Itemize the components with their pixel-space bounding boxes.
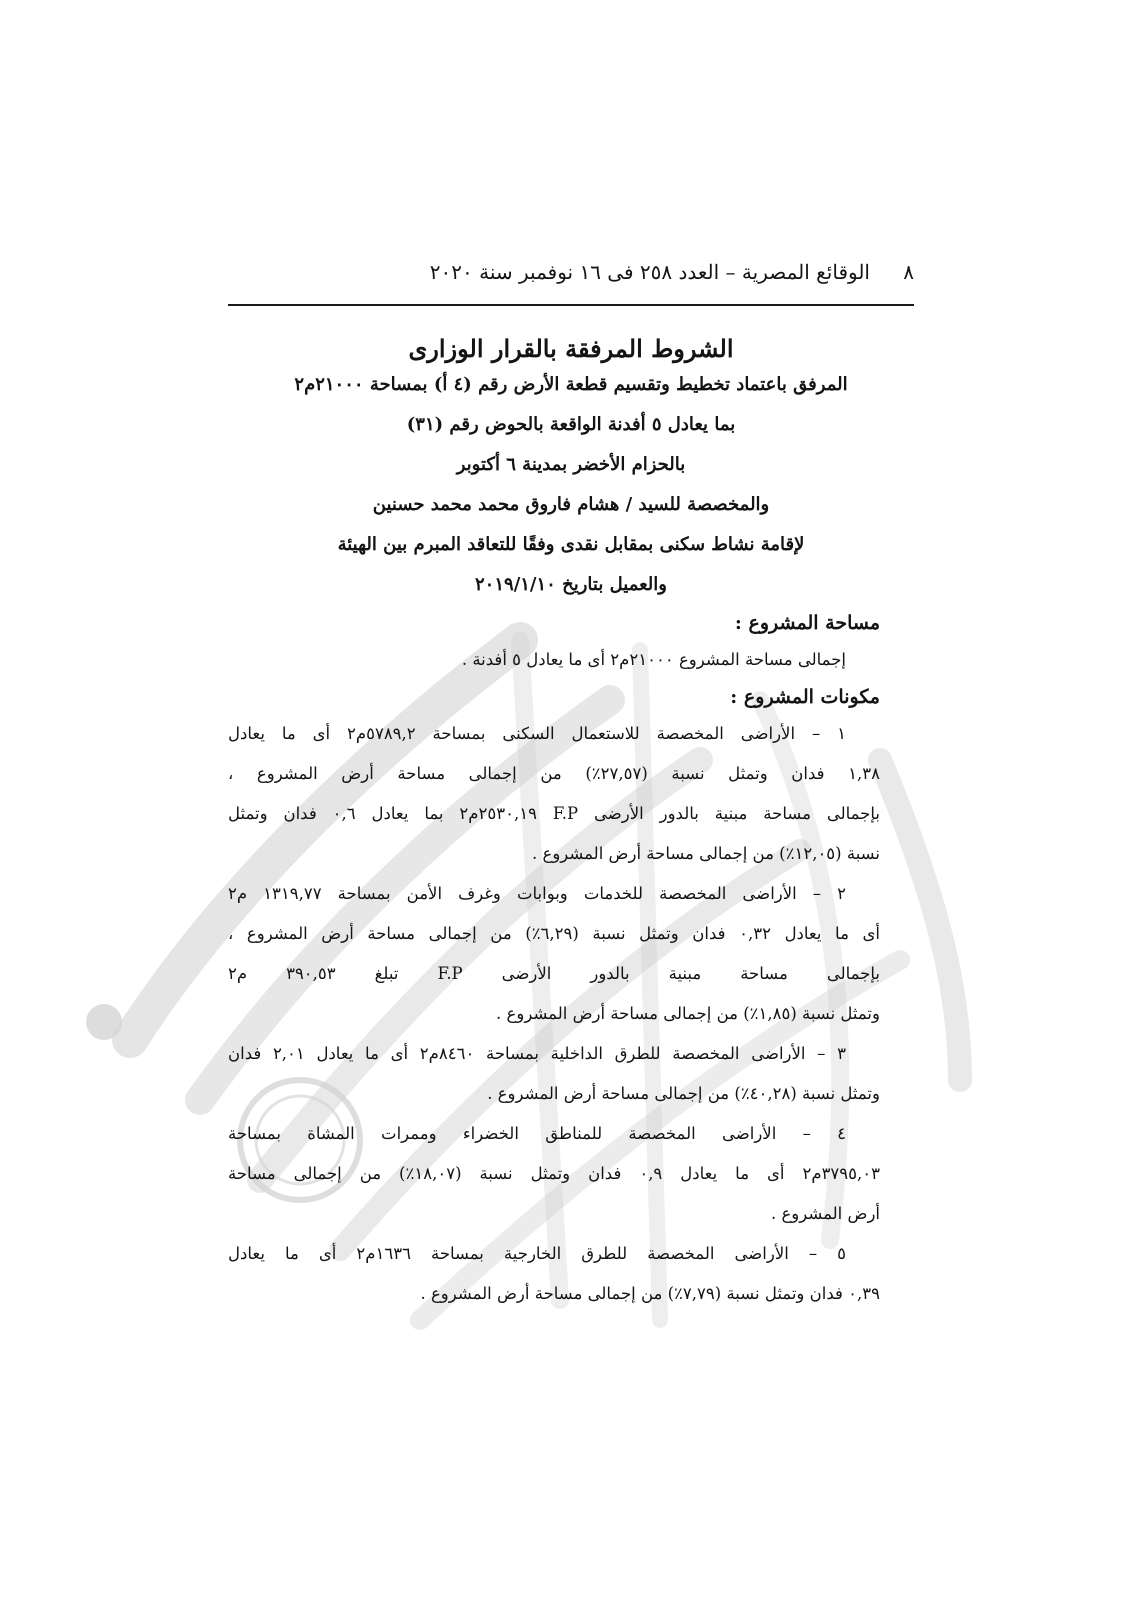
subtitle-line-1: المرفق باعتماد تخطيط وتقسيم قطعة الأرض رقم (٤ أ) بمساحة ٢١٠٠٠م٢ bbox=[294, 374, 848, 395]
component-line: وتمثل نسبة (٤٠,٢٨٪) من إجمالى مساحة أرض المشروع . bbox=[487, 1084, 880, 1103]
component-line: ٣ – الأراضى المخصصة للطرق الداخلية بمساحة ٨٤٦٠م٢ أى ما يعادل ٢,٠١ فدان bbox=[228, 1044, 846, 1063]
components-heading: مكونات المشروع : bbox=[730, 686, 880, 708]
component-line: نسبة (١٢,٠٥٪) من إجمالى مساحة أرض المشروع . bbox=[532, 844, 880, 863]
component-line: ٢ – الأراضى المخصصة للخدمات وبوابات وغرف الأمن بمساحة ١٣١٩,٧٧ م٢ bbox=[228, 884, 846, 903]
subtitle-line-4: والمخصصة للسيد / هشام فاروق محمد محمد حسنين bbox=[372, 494, 770, 515]
component-line: وتمثل نسبة (١,٨٥٪) من إجمالى مساحة أرض المشروع . bbox=[496, 1004, 880, 1023]
page-number: ٨ bbox=[903, 260, 914, 284]
component-line: أى ما يعادل ٠,٣٢ فدان وتمثل نسبة (٦,٢٩٪) من إجمالى مساحة أرض المشروع ، bbox=[228, 924, 881, 943]
component-line: أرض المشروع . bbox=[770, 1204, 880, 1223]
component-line: ٣٧٩٥,٠٣م٢ أى ما يعادل ٠,٩ فدان وتمثل نسبة (١٨,٠٧٪) من إجمالى مساحة bbox=[228, 1164, 880, 1183]
project-area-heading: مساحة المشروع : bbox=[734, 612, 880, 634]
document-title: الشروط المرفقة بالقرار الوزارى bbox=[408, 334, 734, 363]
subtitle-line-5: لإقامة نشاط سكنى بمقابل نقدى وفقًا للتعاقد المبرم بين الهيئة bbox=[337, 534, 805, 555]
component-line: بإجمالى مساحة مبنية بالدور الأرضى F.P ٢٥٣٠,١٩م٢ بما يعادل ٠,٦ فدان وتمثل bbox=[228, 804, 880, 823]
gazette-title: الوقائع المصرية – العدد ٢٥٨ فى ١٦ نوفمبر سنة ٢٠٢٠ bbox=[429, 260, 870, 284]
component-line: ٠,٣٩ فدان وتمثل نسبة (٧,٧٩٪) من إجمالى مساحة أرض المشروع . bbox=[420, 1284, 880, 1303]
subtitle-line-2: بما يعادل ٥ أفدنة الواقعة بالحوض رقم (٣١) bbox=[406, 414, 736, 435]
component-line: ٤ – الأراضى المخصصة للمناطق الخضراء وممرات المشاة بمساحة bbox=[228, 1124, 846, 1143]
subtitle-line-6: والعميل بتاريخ ٢٠١٩/١/١٠ bbox=[475, 574, 667, 595]
page-header bbox=[228, 258, 914, 294]
project-area-text: إجمالى مساحة المشروع ٢١٠٠٠م٢ أى ما يعادل ٥ أفدنة . bbox=[461, 650, 846, 669]
component-line: بإجمالى مساحة مبنية بالدور الأرضى F.P تبلغ ٣٩٠,٥٣ م٢ bbox=[228, 964, 880, 983]
component-line: ٥ – الأراضى المخصصة للطرق الخارجية بمساحة ١٦٣٦م٢ أى ما يعادل bbox=[228, 1244, 847, 1263]
header-divider bbox=[228, 304, 914, 306]
component-line: ١,٣٨ فدان وتمثل نسبة (٢٧,٥٧٪) من إجمالى مساحة أرض المشروع ، bbox=[228, 764, 880, 783]
subtitle-line-3: بالحزام الأخضر بمدينة ٦ أكتوبر bbox=[456, 454, 686, 475]
component-line: ١ – الأراضى المخصصة للاستعمال السكنى بمساحة ٥٧٨٩,٢م٢ أى ما يعادل bbox=[228, 724, 846, 743]
